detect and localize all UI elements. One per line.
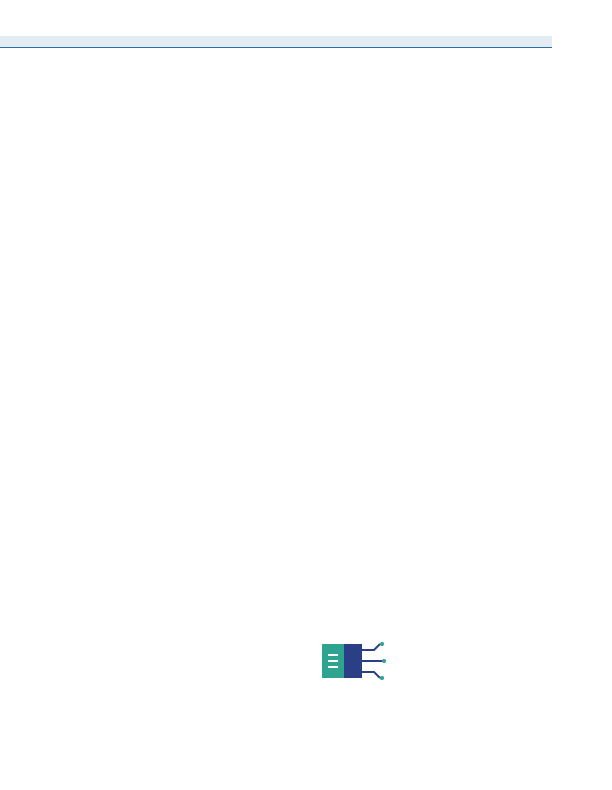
header-rule	[0, 47, 552, 48]
filepezeshki-logo-icon	[322, 640, 392, 682]
running-header	[0, 36, 552, 47]
